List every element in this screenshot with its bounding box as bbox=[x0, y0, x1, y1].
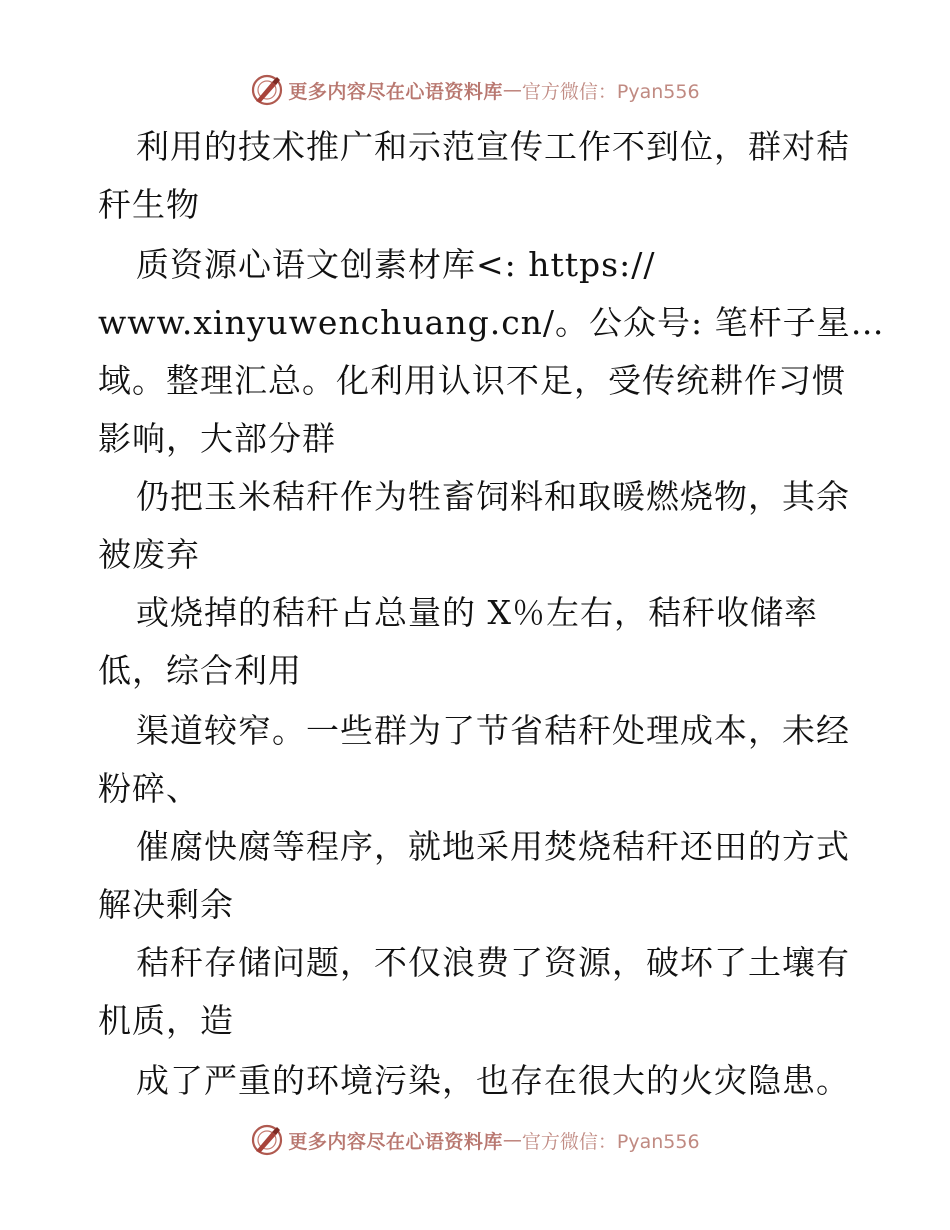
footer-banner bbox=[0, 1120, 950, 1160]
paragraph-line: 域。整理汇总。化利用认识不足，受传统耕作习惯 bbox=[98, 361, 846, 400]
paragraph-line: 利用的技术推广和示范宣传工作不到位，群对秸 bbox=[136, 127, 850, 166]
paragraph-line: 成了严重的环境污染，也存在很大的火灾隐患。 bbox=[136, 1061, 850, 1100]
footer-banner-title: 更多内容尽在心语资料库 bbox=[288, 1130, 503, 1153]
footer-banner-wechat: 官方微信：Pyan556 bbox=[521, 1130, 700, 1153]
paragraph-line: 粉碎、 bbox=[98, 769, 200, 808]
header-banner-title: 更多内容尽在心语资料库 bbox=[288, 80, 503, 103]
paragraph-line: 秆生物 bbox=[98, 185, 200, 224]
paragraph-line: 质资源心语文创素材库<: https:// bbox=[136, 245, 656, 284]
header-banner-wechat: 官方微信：Pyan556 bbox=[521, 80, 700, 103]
paragraph-line: 机质，造 bbox=[98, 1001, 234, 1040]
paragraph-line: 催腐快腐等程序，就地采用焚烧秸秆还田的方式 bbox=[136, 827, 850, 866]
paragraph-line: www.xinyuwenchuang.cn/。公众号: 笔杆子星… bbox=[98, 303, 885, 342]
pen-logo-icon bbox=[250, 1123, 284, 1157]
paragraph-line: 或烧掉的秸秆占总量的 X％左右，秸秆收储率 bbox=[136, 593, 818, 632]
paragraph-line: 仍把玉米秸秆作为牲畜饲料和取暖燃烧物，其余 bbox=[136, 477, 850, 516]
pen-logo-icon bbox=[250, 73, 284, 107]
paragraph-line: 低，综合利用 bbox=[98, 651, 302, 690]
paragraph-line: 影响，大部分群 bbox=[98, 419, 336, 458]
paragraph-line: 解决剩余 bbox=[98, 885, 234, 924]
header-banner bbox=[0, 70, 950, 110]
paragraph-line: 秸秆存储问题，不仅浪费了资源，破坏了土壤有 bbox=[136, 943, 850, 982]
footer-banner-separator: — bbox=[502, 1129, 522, 1151]
paragraph-line: 被废弃 bbox=[98, 535, 200, 574]
paragraph-line: 渠道较窄。一些群为了节省秸秆处理成本，未经 bbox=[136, 711, 850, 750]
header-banner-separator: — bbox=[502, 79, 522, 101]
